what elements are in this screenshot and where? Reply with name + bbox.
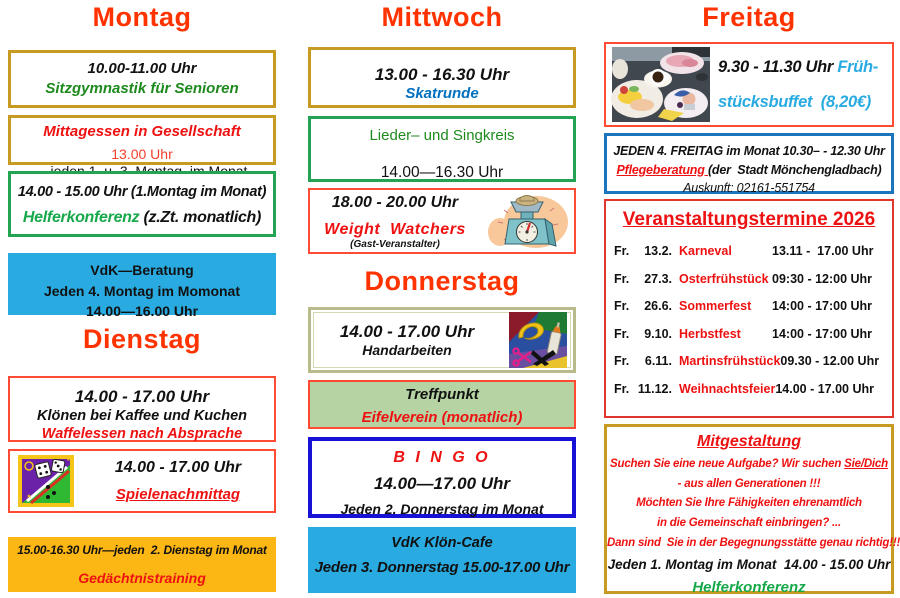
event-day: Fr.: [614, 244, 630, 258]
mitgestaltung-line1a: Suchen Sie eine neue Aufgabe? Wir suchen: [610, 458, 845, 470]
helpers-time: 14.00 - 15.00 Uhr (1.Montag im Monat): [17, 184, 267, 200]
thursday-header: Donnerstag: [364, 266, 520, 296]
gym-title: Sitzgymnastik für Senioren: [45, 79, 239, 97]
pflege-line2-rest: (der Stadt Mönchengladbach): [707, 162, 882, 177]
singing-time: 14.00—16.30 Uhr: [380, 163, 504, 181]
kloen-cafe-title: VdK Klön-Cafe: [391, 535, 493, 551]
event-date: 27.3.: [644, 271, 672, 286]
event-name: Martinsfrühstück: [679, 354, 781, 368]
mitgestaltung-line1b: Sie/Dich: [844, 458, 888, 470]
event-row: [606, 272, 892, 286]
games-title: Spielenachmittag: [115, 485, 241, 503]
event-row: [606, 244, 892, 258]
weight-watchers-title: Weight Watchers: [324, 220, 466, 238]
breakfast-title-part2: stücksbuffet (8,20€): [718, 92, 871, 111]
mitgestaltung-schedule: Jeden 1. Montag im Monat 14.00 - 15.00 Uhr: [607, 556, 891, 572]
vdk-line1: VdK—Beratung: [90, 262, 194, 278]
bingo-box: [308, 437, 576, 518]
event-day: Fr.: [614, 354, 630, 368]
column-friday: [604, 0, 900, 597]
events-2026-box: [604, 199, 894, 418]
event-name: Weihnachtsfeier: [679, 381, 776, 396]
helpers-title: Helferkonferenz: [22, 209, 140, 227]
monday-header: Montag: [92, 2, 192, 32]
event-time: 14:00 - 17:00 Uhr: [772, 299, 873, 313]
lunch-title: Mittagessen in Gesellschaft: [43, 123, 241, 140]
weight-watchers-note: (Gast-Veranstalter): [350, 238, 440, 250]
kitchen-scale-image: [480, 192, 574, 250]
mitgestaltung-line3: Möchten Sie Ihre Fähigkeiten ehrenamtlich: [636, 497, 862, 510]
event-name: Sommerfest: [679, 299, 752, 313]
tuesday-header: Dienstag: [82, 324, 202, 354]
handicrafts-box: [308, 307, 576, 373]
wednesday-header: Mittwoch: [381, 2, 503, 32]
games-time: 14.00 - 17.00 Uhr: [114, 458, 242, 476]
event-date: 11.12.: [637, 381, 672, 396]
singing-title: Lieder– und Singkreis: [369, 127, 515, 144]
event-time: 09:30 - 12:00 Uhr: [772, 271, 873, 286]
breakfast-buffet-photo: [606, 47, 713, 122]
friday-header: Freitag: [702, 2, 796, 32]
event-time: 09.30 - 12.00 Uhr: [780, 354, 880, 368]
mitgestaltung-line5: Dann sind Sie in der Begegnungsstätte genau richtig!!!: [607, 536, 900, 549]
helpers-note: (z.Zt. monatlich): [139, 209, 262, 227]
event-day: Fr.: [614, 381, 630, 396]
helpers-box: [8, 171, 276, 237]
skat-box: [308, 47, 576, 108]
event-day: Fr.: [614, 326, 630, 341]
kloen-cafe-box: [308, 527, 576, 593]
board-games-dice-image: [10, 454, 82, 508]
coffee-line2: Klönen bei Kaffee und Kuchen: [36, 408, 247, 425]
event-day: Fr.: [614, 271, 630, 286]
event-day: Fr.: [614, 299, 630, 313]
pflege-line2: [607, 163, 891, 179]
vdk-beratung-box: [8, 253, 276, 319]
event-time: 13.11 - 17.00 Uhr: [772, 244, 874, 258]
memory-line1: 15.00-16.30 Uhr—jeden 2. Dienstag im Monat: [17, 543, 267, 557]
handicrafts-text: [311, 321, 503, 360]
mitgestaltung-line4: in die Gemeinschaft einbringen? ...: [656, 517, 842, 530]
mitgestaltung-helferkonferenz: Helferkonferenz: [692, 579, 806, 597]
treffpunkt-box: [308, 380, 576, 429]
column-wednesday-thursday: [308, 0, 576, 597]
gym-time: 10.00-11.00 Uhr: [87, 60, 197, 77]
coffee-box: [8, 376, 276, 442]
coffee-line3: Waffelessen nach Absprache: [41, 426, 243, 443]
event-date: 9.10.: [644, 326, 672, 341]
event-date: 6.11.: [644, 354, 672, 368]
bingo-note: Jeden 2. Donnerstag im Monat: [340, 501, 544, 518]
event-time: 14.00 - 17.00 Uhr: [775, 381, 874, 396]
column-monday-tuesday: [8, 0, 276, 597]
weight-watchers-time: 18.00 - 20.00 Uhr: [331, 193, 459, 211]
games-box: [8, 449, 276, 513]
event-time: 14:00 - 17:00 Uhr: [772, 326, 873, 341]
mitgestaltung-line2: - aus allen Generationen !!!: [677, 477, 821, 490]
event-name: Osterfrühstück: [679, 271, 769, 286]
event-date: 13.2.: [644, 244, 672, 258]
events-title: Veranstaltungstermine 2026: [622, 209, 876, 230]
weight-watchers-box: [308, 188, 576, 254]
games-text: [82, 458, 274, 505]
kloen-cafe-time: Jeden 3. Donnerstag 15.00-17.00 Uhr: [314, 559, 570, 577]
breakfast-time: 9.30 - 11.30 Uhr: [718, 57, 838, 76]
pflege-line1: JEDEN 4. FREITAG im Monat 10.30– - 12.30 Uhr: [613, 144, 885, 158]
pflege-link: Pflegeberatung: [616, 162, 708, 177]
mitgestaltung-title: Mitgestaltung: [697, 433, 801, 450]
handicraft-supplies-image: [503, 312, 573, 368]
event-date: 26.6.: [644, 299, 672, 313]
event-row: [606, 382, 892, 396]
pflegeberatung-box: [604, 133, 894, 194]
breakfast-box: [604, 42, 894, 127]
skat-title: Skatrunde: [405, 85, 479, 103]
handicrafts-time: 14.00 - 17.00 Uhr: [339, 321, 475, 341]
handicrafts-title: Handarbeiten: [362, 341, 452, 358]
weight-watchers-text: [310, 191, 480, 252]
bingo-title: B I N G O: [393, 449, 491, 466]
event-name: Herbstfest: [679, 326, 741, 341]
skat-time: 13.00 - 16.30 Uhr: [374, 65, 510, 84]
treffpunkt-title: Treffpunkt: [405, 386, 479, 403]
pflege-phone: Auskunft: 02161-551754: [683, 181, 815, 196]
event-name: Karneval: [679, 244, 732, 258]
gym-box: [8, 50, 276, 108]
mitgestaltung-line1: [607, 458, 891, 471]
event-row: [606, 327, 892, 341]
bingo-time: 14.00—17.00 Uhr: [373, 474, 511, 493]
mitgestaltung-box: [604, 424, 900, 597]
lunch-box: [8, 115, 276, 165]
event-row: [606, 299, 892, 313]
breakfast-text: [713, 50, 892, 119]
memory-box: [8, 537, 276, 592]
vdk-line2: Jeden 4. Montag im Momonat: [43, 282, 240, 299]
lunch-time: 13.00 Uhr: [111, 145, 173, 162]
eifelverein-line: Eifelverein (monatlich): [361, 408, 523, 426]
breakfast-title-part1: Früh-: [837, 57, 878, 76]
singing-box: [308, 116, 576, 182]
vdk-line3: 14.00—16.00 Uhr: [85, 303, 199, 319]
memory-title: Gedächtnistraining: [78, 570, 206, 586]
helpers-title-line: [11, 208, 273, 228]
coffee-time: 14.00 - 17.00 Uhr: [74, 387, 210, 406]
event-row: [606, 354, 892, 368]
